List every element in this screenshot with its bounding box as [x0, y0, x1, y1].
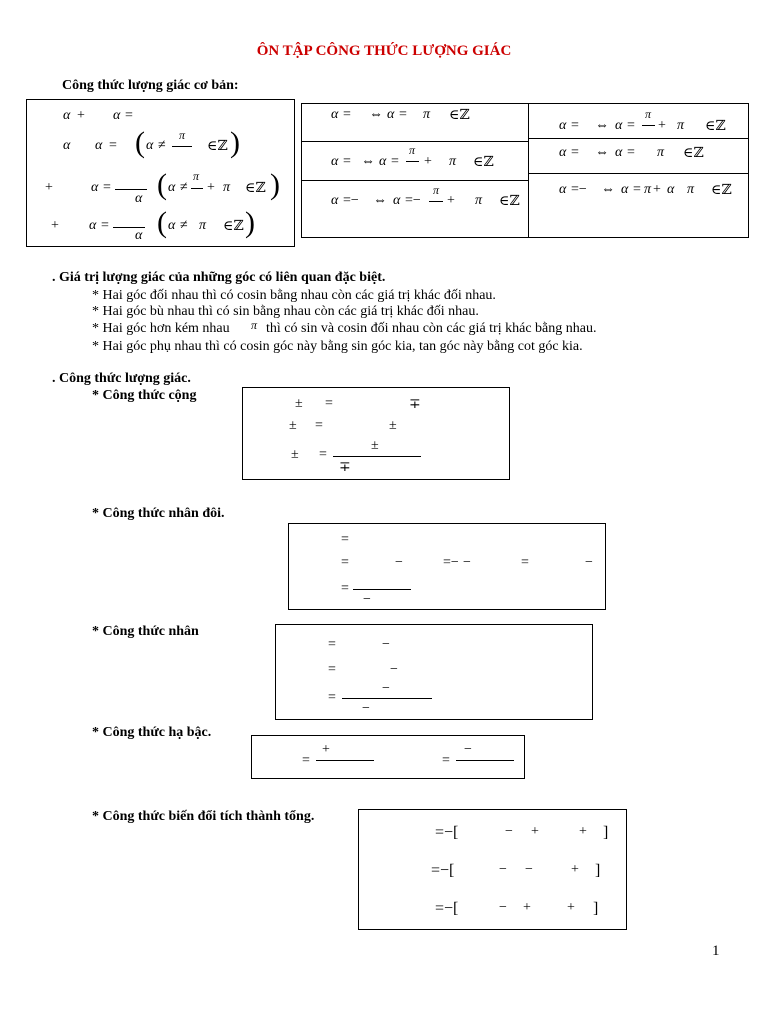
table-divider	[301, 180, 529, 181]
symbol-eq: =	[571, 145, 579, 160]
table-divider	[528, 173, 749, 174]
symbol-right-bracket: ]	[603, 824, 609, 841]
symbol-pi: π	[433, 183, 440, 197]
symbol-eq: =	[109, 138, 117, 153]
symbol-alpha: α	[113, 108, 121, 123]
symbol-plus: +	[653, 182, 661, 197]
symbol-pi: π	[644, 182, 652, 197]
paren-left: (	[135, 126, 145, 159]
symbol-minus: −	[382, 681, 390, 696]
symbol-minus: −	[363, 592, 371, 607]
symbol-minus: −	[395, 555, 403, 570]
symbol-eqminus: =−	[443, 555, 459, 570]
symbol-pi: π	[645, 107, 652, 121]
fraction-bar	[456, 760, 514, 761]
bullet-pi-difference-continuation: thì có sin và cosin đối nhau còn các giá trị khác bằng nhau.	[266, 321, 597, 336]
symbol-alpha: α	[331, 107, 339, 122]
symbol-minus: −	[499, 900, 507, 915]
fraction-bar	[316, 760, 374, 761]
symbol-alpha: α	[135, 191, 143, 206]
symbol-eq: =	[101, 218, 109, 233]
symbol-in-z: ∈ℤ	[683, 146, 704, 161]
symbol-plus: +	[579, 824, 587, 839]
symbol-in-z: ∈ℤ	[473, 155, 494, 170]
symbol-pm: ±	[371, 438, 379, 453]
symbol-alpha: α	[168, 180, 176, 195]
fraction-bar	[172, 146, 192, 147]
symbol-pm: ±	[389, 418, 397, 433]
symbol-pi: π	[179, 128, 186, 142]
symbol-alpha: α	[135, 228, 143, 243]
symbol-eq: =	[328, 690, 336, 705]
section-special-angles-heading: . Giá trị lượng giác của những góc có liên quan đặc biệt.	[52, 270, 386, 285]
symbol-eq: =	[328, 662, 336, 677]
symbol-pi: π	[193, 169, 200, 183]
section-formulas-heading: . Công thức lượng giác.	[52, 371, 191, 386]
symbol-pi: π	[687, 182, 695, 197]
symbol-iff: ⇔	[373, 193, 387, 208]
symbol-pi: π	[409, 143, 416, 157]
symbol-pm: ±	[289, 418, 297, 433]
symbol-eq: =	[391, 154, 399, 169]
symbol-eq: =	[315, 418, 323, 433]
table-divider	[301, 141, 529, 142]
fraction-bar	[429, 201, 443, 202]
symbol-alpha: α	[559, 182, 567, 197]
symbol-minus: −	[390, 662, 398, 677]
symbol-pi: π	[657, 145, 665, 160]
symbol-pi: π	[423, 107, 431, 122]
page-title: ÔN TẬP CÔNG THỨC LƯỢNG GIÁC	[256, 43, 512, 59]
fraction-bar	[191, 188, 203, 189]
paren-left: (	[157, 168, 167, 201]
symbol-minus: −	[464, 742, 472, 757]
symbol-eq: =	[341, 555, 349, 570]
symbol-alpha: α	[379, 154, 387, 169]
addition-formulas-box	[242, 387, 510, 480]
symbol-eq: =	[341, 581, 349, 596]
symbol-eq: =	[521, 555, 529, 570]
bullet-complementary-angles: * Hai góc phụ nhau thì có cosin góc này bằng sin góc kia, tan góc này bằng cot góc kia.	[92, 339, 583, 354]
symbol-neq: ≠	[180, 180, 188, 195]
symbol-pi: π	[449, 154, 457, 169]
symbol-alpha: α	[615, 145, 623, 160]
triple-angle-box	[275, 624, 593, 720]
symbol-eq: =	[302, 753, 310, 768]
symbol-eqminus: =−	[343, 193, 359, 208]
symbol-eq: =	[343, 154, 351, 169]
symbol-iff: ⇔	[595, 118, 609, 133]
subheading-power-reduction: * Công thức hạ bậc.	[92, 725, 212, 740]
symbol-alpha: α	[63, 138, 71, 153]
symbol-pi: π	[223, 180, 231, 195]
symbol-eq: =	[125, 108, 133, 123]
symbol-alpha: α	[168, 218, 176, 233]
symbol-plus: +	[77, 108, 85, 123]
symbol-alpha: α	[559, 145, 567, 160]
symbol-eq: =	[325, 396, 333, 411]
symbol-in-z: ∈ℤ	[245, 181, 266, 196]
symbol-alpha: α	[393, 193, 401, 208]
symbol-pm: ±	[295, 396, 303, 411]
symbol-right-bracket: ]	[595, 862, 601, 879]
symbol-plus: +	[567, 900, 575, 915]
subheading-product-to-sum: * Công thức biến đổi tích thành tổng.	[92, 809, 315, 824]
double-angle-box	[288, 523, 606, 610]
symbol-eq: =	[103, 180, 111, 195]
symbol-plus: +	[531, 824, 539, 839]
symbol-plus: +	[447, 193, 455, 208]
symbol-iff: ⇔	[595, 145, 609, 160]
subheading-triple-angle: * Công thức nhân	[92, 624, 199, 639]
symbol-pi: π	[251, 318, 258, 332]
table-divider	[528, 138, 749, 139]
symbol-neq: ≠	[158, 138, 166, 153]
symbol-mp: ∓	[339, 460, 351, 475]
symbol-eqminus: =−	[571, 182, 587, 197]
subheading-double-angle: * Công thức nhân đôi.	[92, 506, 225, 521]
symbol-alpha: α	[331, 154, 339, 169]
product-to-sum-box	[358, 809, 627, 930]
symbol-neq: ≠	[180, 218, 188, 233]
fraction-bar	[342, 698, 432, 699]
bullet-supplementary-angles: * Hai góc bù nhau thì có sin bằng nhau còn các giá trị khác đối nhau.	[92, 304, 479, 319]
symbol-alpha: α	[559, 118, 567, 133]
symbol-eq: =	[341, 532, 349, 547]
paren-left: (	[157, 206, 167, 239]
fraction-bar	[353, 589, 411, 590]
symbol-plus: +	[45, 180, 53, 195]
bullet-opposite-angles: * Hai góc đối nhau thì có cosin bằng nhau còn các giá trị khác đối nhau.	[92, 288, 496, 303]
symbol-minus: −	[505, 824, 513, 839]
symbol-pi: π	[677, 118, 685, 133]
symbol-in-z: ∈ℤ	[711, 183, 732, 198]
symbol-plus: +	[424, 154, 432, 169]
symbol-iff: ⇔	[361, 154, 375, 169]
symbol-plus: +	[51, 218, 59, 233]
page-number: 1	[712, 943, 720, 959]
symbol-alpha: α	[63, 108, 71, 123]
symbol-eq-bracket: =−[	[435, 824, 459, 841]
symbol-eq: =	[343, 107, 351, 122]
bullet-pi-difference-angles: * Hai góc hơn kém nhau	[92, 321, 230, 336]
symbol-minus: −	[362, 701, 370, 716]
symbol-eq-bracket: =−[	[431, 862, 455, 879]
symbol-iff: ⇔	[601, 182, 615, 197]
symbol-alpha: α	[621, 182, 629, 197]
symbol-plus: +	[322, 742, 330, 757]
symbol-alpha: α	[615, 118, 623, 133]
fraction-bar	[333, 456, 421, 457]
fraction-bar	[406, 161, 419, 162]
symbol-in-z: ∈ℤ	[499, 194, 520, 209]
symbol-minus: −	[463, 555, 471, 570]
paren-right: )	[245, 206, 255, 239]
paren-right: )	[270, 168, 280, 201]
symbol-alpha: α	[95, 138, 103, 153]
symbol-alpha: α	[667, 182, 675, 197]
symbol-plus: +	[523, 900, 531, 915]
symbol-plus: +	[207, 180, 215, 195]
basic-equations-table	[301, 103, 749, 238]
symbol-minus: −	[585, 555, 593, 570]
symbol-alpha: α	[91, 180, 99, 195]
symbol-eq: =	[633, 182, 641, 197]
symbol-eq: =	[399, 107, 407, 122]
symbol-iff: ⇔	[369, 107, 383, 122]
symbol-alpha: α	[331, 193, 339, 208]
symbol-plus: +	[658, 118, 666, 133]
symbol-eq: =	[442, 753, 450, 768]
symbol-eq: =	[319, 447, 327, 462]
symbol-minus: −	[499, 862, 507, 877]
symbol-alpha: α	[89, 218, 97, 233]
power-reduction-box	[251, 735, 525, 779]
basic-identities-box	[26, 99, 295, 247]
paren-right: )	[230, 126, 240, 159]
symbol-mp: ∓	[409, 397, 421, 412]
symbol-pi: π	[199, 218, 207, 233]
symbol-minus: −	[525, 862, 533, 877]
table-left-column	[301, 103, 529, 238]
symbol-in-z: ∈ℤ	[207, 139, 228, 154]
symbol-in-z: ∈ℤ	[705, 119, 726, 134]
fraction-bar	[642, 125, 655, 126]
section-basic-heading: Công thức lượng giác cơ bản:	[62, 78, 239, 93]
symbol-eq: =	[627, 118, 635, 133]
symbol-alpha: α	[387, 107, 395, 122]
symbol-eq: =	[571, 118, 579, 133]
symbol-eqminus: =−	[405, 193, 421, 208]
symbol-pm: ±	[291, 447, 299, 462]
fraction-bar	[115, 189, 147, 190]
symbol-in-z: ∈ℤ	[449, 108, 470, 123]
symbol-plus: +	[571, 862, 579, 877]
symbol-in-z: ∈ℤ	[223, 219, 244, 234]
symbol-eq: =	[328, 637, 336, 652]
symbol-eq: =	[627, 145, 635, 160]
symbol-right-bracket: ]	[593, 900, 599, 917]
symbol-alpha: α	[146, 138, 154, 153]
symbol-eq-bracket: =−[	[435, 900, 459, 917]
subheading-addition: * Công thức cộng	[92, 388, 197, 403]
symbol-pi: π	[475, 193, 483, 208]
symbol-minus: −	[382, 637, 390, 652]
